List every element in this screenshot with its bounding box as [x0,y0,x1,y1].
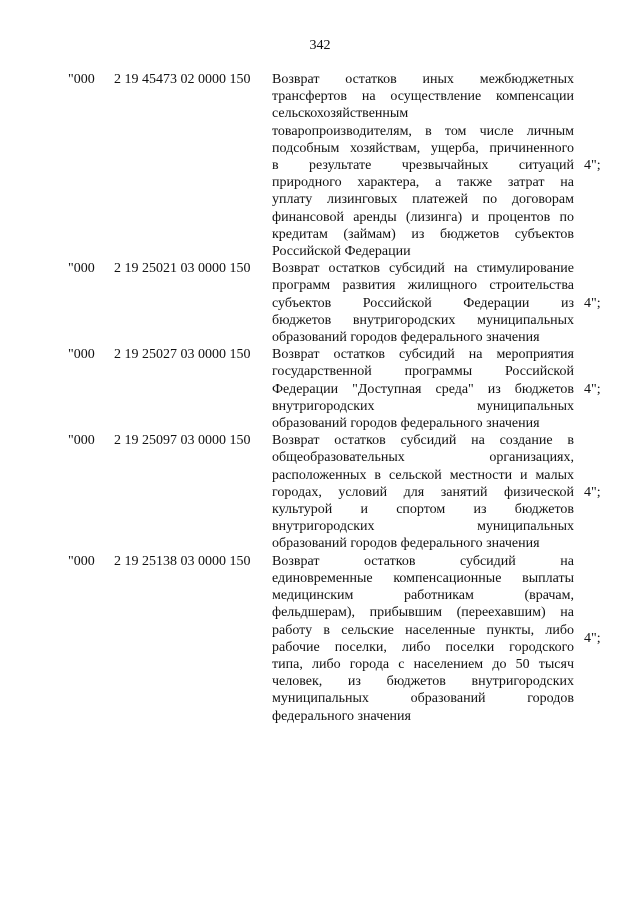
budget-classification-code: 2 19 25097 03 0000 150 [114,433,251,449]
description-line: уплату лизинговых платежей по договорам [272,192,574,208]
description-line: медицинским работникам (врачам, [272,588,574,604]
row-prefix: "000 [68,433,95,449]
description-line: Возврат остатков субсидий на стимулирование [272,261,574,277]
budget-code-table [0,71,640,725]
description-line: Возврат остатков субсидий на мероприятия [272,347,574,363]
description-line: культурой и спортом из бюджетов [272,502,574,518]
description-line: единовременные компенсационные выплаты [272,570,574,586]
description-line: Возврат остатков субсидий на создание в [272,433,574,449]
row-prefix: "000 [68,347,95,363]
row-description [272,432,574,552]
description-line: кредитам (займам) из бюджетов субъектов [272,226,574,242]
description-line: внутригородских муниципальных [272,398,574,414]
table-row [0,260,640,346]
row-description [272,260,574,346]
description-line: товаропроизводителям, в том числе личным [272,123,574,139]
row-description [272,71,574,260]
description-line: трансфертов на осуществление компенсации [272,89,574,105]
budget-classification-code: 2 19 45473 02 0000 150 [114,72,251,87]
description-line: образований городов федерального значения [272,536,540,552]
table-row [0,432,640,552]
description-line: городах, условий для занятий физической [272,484,574,500]
table-row [0,553,640,725]
description-line: Возврат остатков иных межбюджетных [272,72,574,87]
row-suffix: 4"; [584,631,601,647]
table-row [0,71,640,260]
description-line: подсобным хозяйствам, ущерба, причиненного [272,140,574,156]
budget-classification-code: 2 19 25027 03 0000 150 [114,347,251,363]
description-line: государственной программы Российской [272,364,574,380]
description-line: Возврат остатков субсидий на [272,553,574,569]
description-line: субъектов Российской Федерации из [272,295,574,311]
row-prefix: "000 [68,261,95,277]
row-prefix: "000 [68,553,95,569]
page-number: 342 [309,38,331,53]
row-suffix: 4"; [584,381,601,397]
description-line: муниципальных образований городов [272,691,574,707]
description-line: человек, из бюджетов внутригородских [272,674,574,690]
row-suffix: 4"; [584,484,601,500]
description-line: типа, либо города с населением до 50 тысяч [272,656,574,672]
description-line: расположенных в сельской местности и малых [272,467,574,483]
budget-classification-code: 2 19 25138 03 0000 150 [114,553,251,569]
description-line: бюджетов внутригородских муниципальных [272,312,574,328]
description-line: программ развития жилищного строительства [272,278,574,294]
description-line: природного характера, а также затрат на [272,175,574,191]
description-line: общеобразовательных организациях, [272,450,574,466]
row-description [272,346,574,432]
description-line: Федерации "Доступная среда" из бюджетов [272,381,574,397]
description-line: фельдшерам), прибывшим (переехавшим) на [272,605,574,621]
description-line: работу в сельские населенные пункты, либо [272,622,574,638]
row-suffix: 4"; [584,295,601,311]
description-line: внутригородских муниципальных [272,519,574,535]
description-line: рабочие поселки, либо поселки городского [272,639,574,655]
description-line: федерального значения [272,708,411,724]
description-line: образований городов федерального значения [272,416,540,432]
row-description [272,553,574,725]
description-line: в результате чрезвычайных ситуаций [272,158,574,174]
row-prefix: "000 [68,72,95,87]
budget-classification-code: 2 19 25021 03 0000 150 [114,261,251,277]
description-line: финансовой аренды (лизинга) и процентов по [272,209,574,225]
description-line: образований городов федерального значения [272,330,540,346]
table-row [0,346,640,432]
description-line: сельскохозяйственным [272,106,409,122]
description-line: Российской Федерации [272,244,411,260]
row-suffix: 4"; [584,158,601,173]
